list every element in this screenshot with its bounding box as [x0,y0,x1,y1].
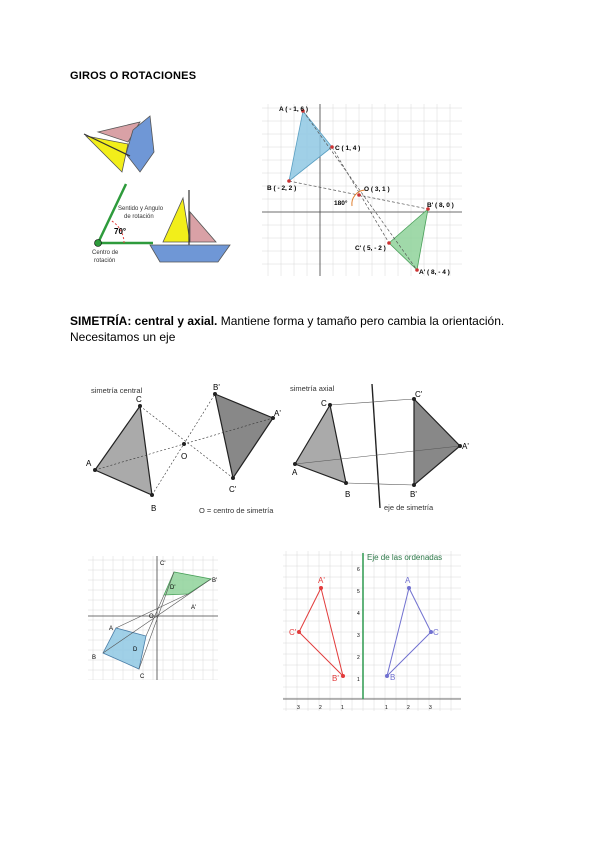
svg-text:C: C [136,395,142,404]
svg-text:B: B [92,655,97,661]
angle-direction-label: Sentido y Angulo [118,206,164,212]
svg-text:B: B [345,490,351,499]
svg-text:A: A [86,459,92,468]
svg-text:B: B [390,673,396,682]
label-O: O ( 3, 1 ) [364,186,390,193]
label-angle: 180° [334,200,348,207]
sail-yellow [163,198,190,242]
sail-pink [190,212,216,242]
svg-text:C': C' [160,561,166,567]
svg-text:O: O [149,614,154,620]
sailboat-rotation-figure [78,112,248,272]
central-caption: O = centro de simetría [199,506,274,515]
central-title: simetría central [91,386,143,395]
svg-text:C: C [433,628,439,637]
svg-text:B': B' [410,490,417,499]
axial-title: simetría axial [290,384,335,393]
simetria-heading: SIMETRÍA: central y axial. [70,314,218,328]
svg-text:1: 1 [341,705,344,711]
svg-text:D': D' [170,585,176,591]
svg-text:D: D [133,647,138,653]
svg-text:A': A' [191,605,197,611]
svg-text:4: 4 [357,611,360,617]
svg-text:3: 3 [357,633,360,639]
center-label: Centro de [92,250,119,256]
ordinate-symmetry-figure [283,551,461,711]
svg-text:rotación: rotación [94,258,116,264]
svg-text:2: 2 [357,655,360,661]
rotation-center-point [95,240,102,247]
small-grid-figure [88,556,218,680]
hull [150,245,230,262]
svg-text:de rotación: de rotación [124,214,154,220]
axial-symmetry-figure [288,380,478,520]
label-B: B ( - 2, 2 ) [267,185,297,192]
svg-text:5: 5 [357,589,360,595]
ordinate-title: Eje de las ordenadas [367,553,443,562]
axial-caption: eje de simetría [384,503,434,512]
label-Cp: C' ( 5, - 2 ) [355,245,386,252]
central-symmetry-figure [85,380,290,520]
svg-text:6: 6 [357,567,360,573]
svg-text:C: C [321,399,327,408]
svg-text:A: A [405,576,411,585]
svg-text:O: O [181,452,188,461]
svg-text:B: B [151,504,157,513]
svg-text:3: 3 [297,705,300,711]
svg-text:A: A [292,468,298,477]
svg-text:C: C [140,674,145,680]
svg-text:B': B' [213,383,220,392]
simetria-paragraph: SIMETRÍA: central y axial. Mantiene forma y tamaño pero cambia la orientación. Necesitamos un eje [70,314,505,344]
svg-text:B': B' [212,578,218,584]
label-Bp: B' ( 8, 0 ) [427,202,454,209]
svg-text:C': C' [289,628,297,637]
label-A: A ( - 1, 6 ) [279,106,309,113]
label-Ap: A' ( 8, - 4 ) [419,269,450,276]
svg-text:C': C' [229,485,237,494]
svg-text:A': A' [318,576,325,585]
svg-text:1: 1 [385,705,388,711]
rotation-angle-value: 70° [114,227,127,236]
svg-text:3: 3 [429,705,432,711]
svg-text:A: A [109,626,114,632]
svg-text:C': C' [415,390,423,399]
svg-text:A': A' [462,442,469,451]
svg-text:2: 2 [319,705,322,711]
svg-text:A': A' [274,409,281,418]
page-title: GIROS O ROTACIONES [70,70,197,82]
rotated-sail-yellow [86,136,128,172]
rotation-grid-figure [262,104,462,276]
svg-text:2: 2 [407,705,410,711]
svg-text:1: 1 [357,677,360,683]
label-C: C ( 1, 4 ) [335,145,361,152]
svg-text:B': B' [332,674,339,683]
